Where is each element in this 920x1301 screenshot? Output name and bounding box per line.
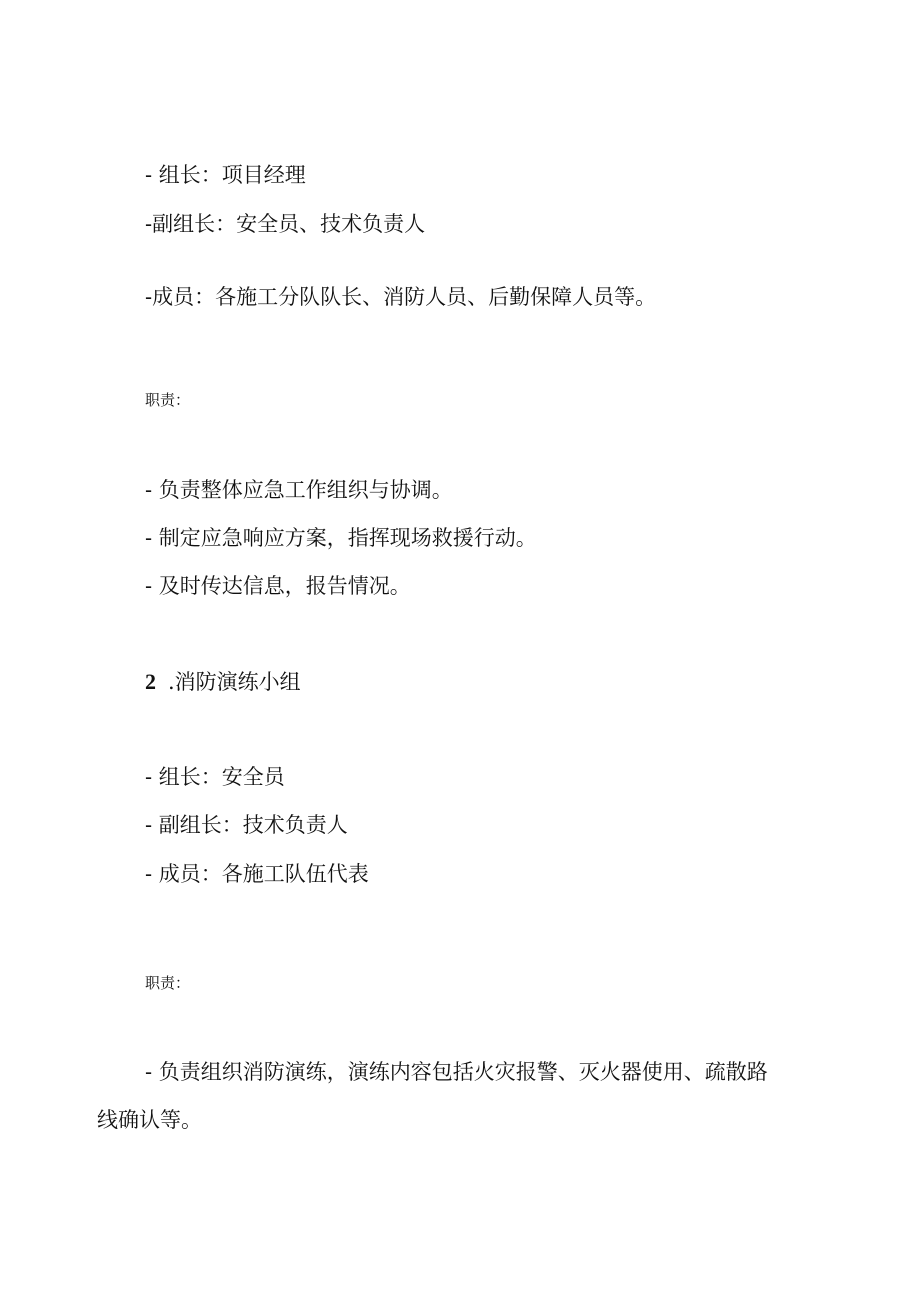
group2-member-deputy: - 副组长：技术负责人 bbox=[145, 813, 348, 837]
section-number: 2 bbox=[145, 669, 156, 694]
group2-duty-line1: - 负责组织消防演练，演练内容包括火灾报警、灭火器使用、疏散路 bbox=[145, 1060, 768, 1084]
section-title: .消防演练小组 bbox=[168, 670, 301, 694]
group2-duty-paragraph bbox=[97, 1057, 768, 1135]
group1-member-deputy: -副组长：安全员、技术负责人 bbox=[145, 212, 426, 236]
group1-member-leader: - 组长：项目经理 bbox=[145, 163, 306, 187]
group1-member-members: -成员：各施工分队队长、消防人员、后勤保障人员等。 bbox=[145, 285, 657, 309]
group1-duties-label: 职责： bbox=[145, 391, 191, 409]
group1-duty-item: - 及时传达信息，报告情况。 bbox=[145, 574, 411, 598]
group2-member-leader: - 组长：安全员 bbox=[145, 765, 285, 789]
section-heading bbox=[145, 667, 301, 697]
group1-duty-item: - 负责整体应急工作组织与协调。 bbox=[145, 478, 453, 502]
group1-duty-item: - 制定应急响应方案，指挥现场救援行动。 bbox=[145, 526, 537, 550]
group2-duty-line2: 线确认等。 bbox=[97, 1108, 202, 1132]
group2-member-members: - 成员：各施工队伍代表 bbox=[145, 862, 369, 886]
group2-duties-label: 职责： bbox=[145, 974, 191, 992]
